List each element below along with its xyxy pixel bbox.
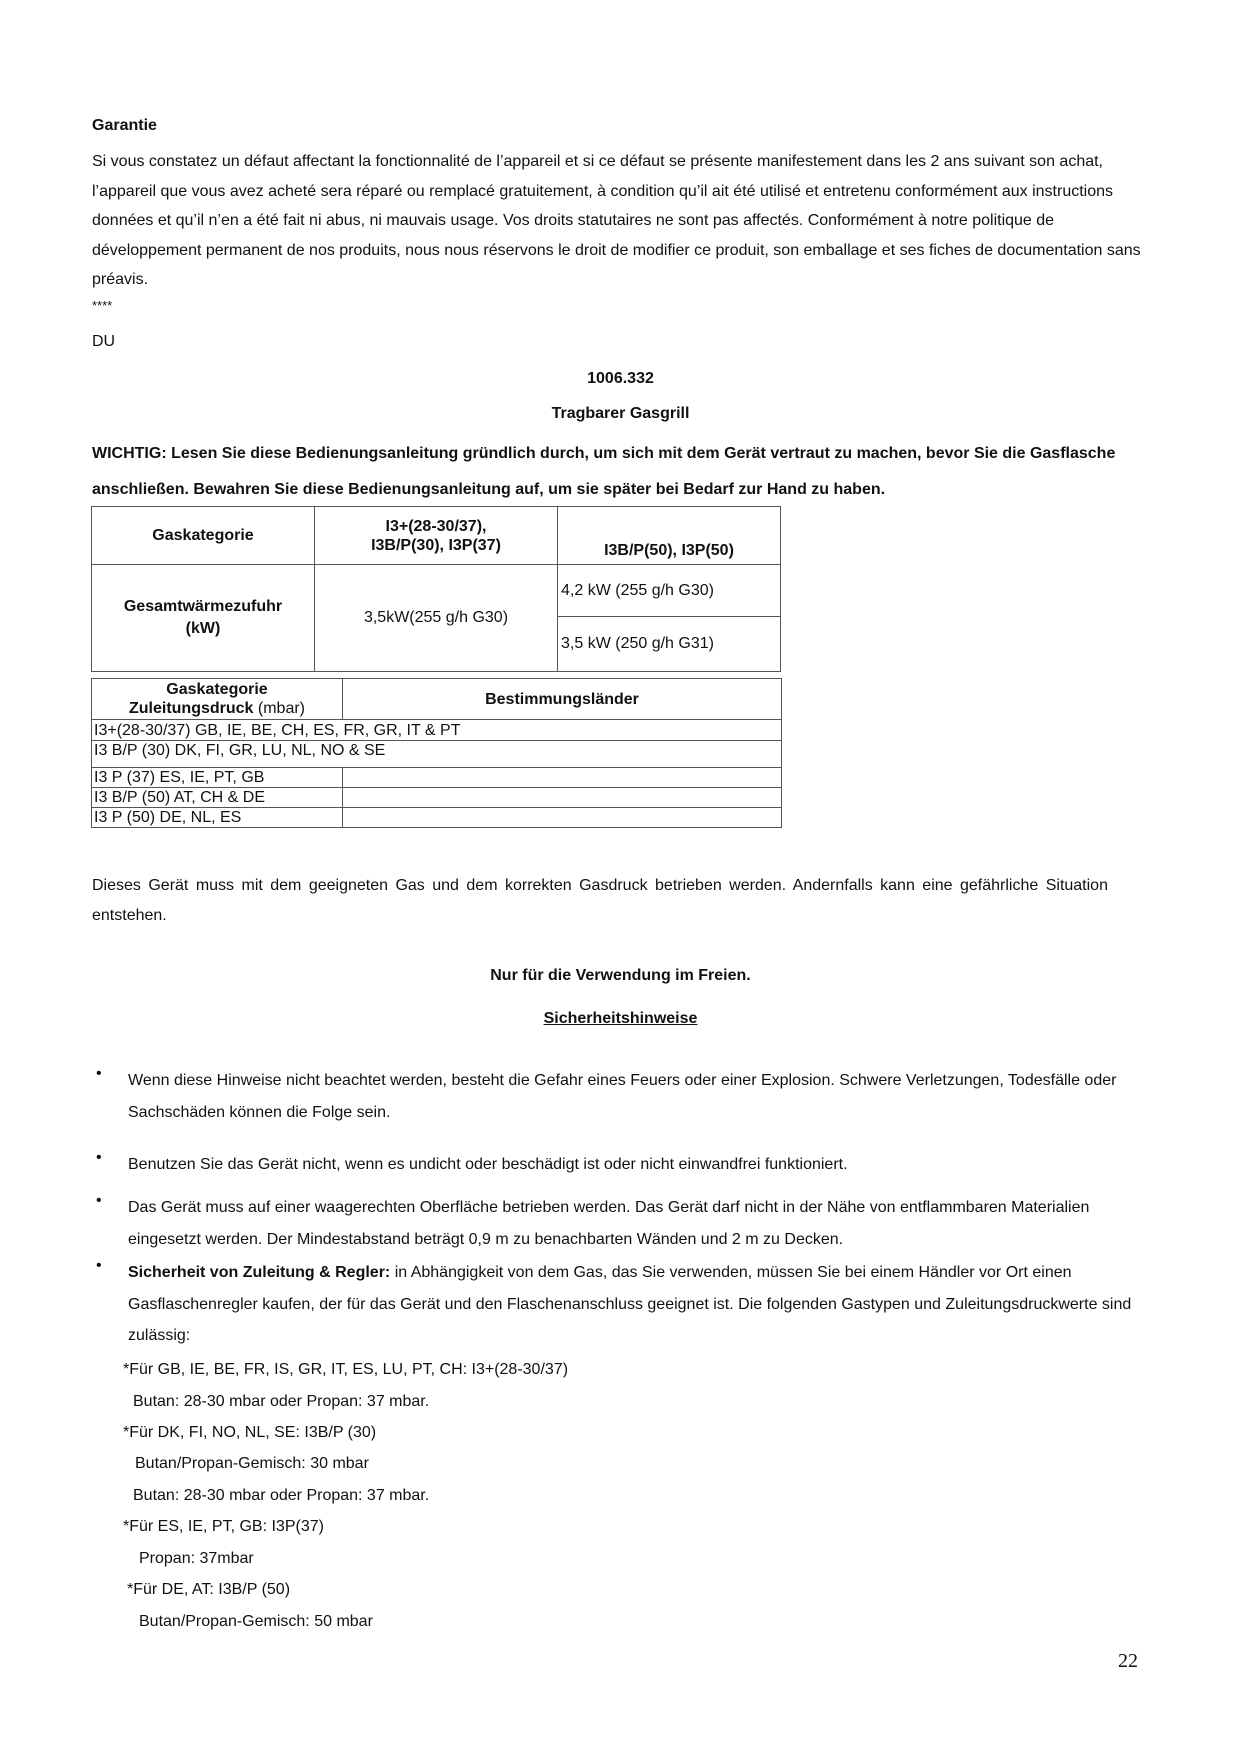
- model-number: 1006.332: [587, 370, 654, 387]
- table2-header-countries: Bestimmungsländer: [343, 679, 782, 720]
- table1-header-col1-line1: I3+(28-30/37),: [385, 517, 487, 535]
- table2-header-pressure-label: Zuleitungsdruck: [128, 700, 254, 717]
- table1-col2-value-g31: 3,5 kW (250 g/h G31): [558, 617, 781, 672]
- table2-row-5-empty: [343, 808, 782, 828]
- gas-list-item-9: Butan/Propan-Gemisch: 50 mbar: [139, 1613, 373, 1630]
- warranty-heading: Garantie: [92, 117, 157, 134]
- bullet-dot-icon: •: [96, 1065, 102, 1082]
- table2-header-category-label: Gaskategorie: [166, 681, 268, 698]
- gas-list-item-2: Butan: 28-30 mbar oder Propan: 37 mbar.: [133, 1393, 430, 1410]
- table1-row-label-line2: (kW): [185, 620, 221, 637]
- gas-list-item-8: *Für DE, AT: I3B/P (50): [127, 1581, 291, 1598]
- bullet-dot-icon: •: [96, 1149, 102, 1166]
- table2-row-4: I3 B/P (50) AT, CH & DE: [92, 788, 343, 808]
- table1-row-label-line1: Gesamtwärmezufuhr: [123, 598, 283, 615]
- bullet-dot-icon: •: [96, 1257, 102, 1274]
- safety-heading: Sicherheitshinweise: [543, 1010, 698, 1027]
- gas-list-item-7: Propan: 37mbar: [139, 1550, 254, 1567]
- safety-bullet-1-text: Wenn diese Hinweise nicht beachtet werden, besteht die Gefahr eines Feuers oder einer Explosion. Schwere Verletzungen, Todesfälle oder Sachschäden können die Folge sein.: [128, 1072, 1117, 1121]
- safety-bullet-4-bold: Sicherheit von Zuleitung & Regler:: [128, 1264, 391, 1281]
- gas-list-item-1: *Für GB, IE, BE, FR, IS, GR, IT, ES, LU, PT, CH: I3+(28-30/37): [123, 1361, 569, 1378]
- safety-bullet-4-text: [128, 1257, 1158, 1352]
- gas-list-item-6: *Für ES, IE, PT, GB: I3P(37): [123, 1518, 324, 1535]
- table1-col2-value-g30: 4,2 kW (255 g/h G30): [558, 565, 781, 617]
- table1-header-col1-line2: I3B/P(30), I3P(37): [371, 536, 501, 554]
- page-number: 22: [1118, 1650, 1138, 1672]
- table2-row-5: I3 P (50) DE, NL, ES: [92, 808, 343, 828]
- important-warning: WICHTIG: Lesen Sie diese Bedienungsanleitung gründlich durch, um sich mit dem Gerät vertraut zu machen, bevor Sie die Gasflasche anschließen. Bewahren Sie diese Bedienungsanleitung auf, um sie später bei Bedarf zur Hand zu haben.: [92, 445, 1116, 498]
- heat-input-table: [91, 506, 781, 672]
- table2-header-category: [92, 679, 343, 720]
- table2-header-pressure-unit: (mbar): [253, 700, 305, 717]
- destination-countries-table: [91, 678, 782, 828]
- language-code: DU: [92, 333, 116, 350]
- table2-row-2: I3 B/P (30) DK, FI, GR, LU, NL, NO & SE: [92, 741, 782, 768]
- bullet-dot-icon: •: [96, 1192, 102, 1209]
- table2-row-3: I3 P (37) ES, IE, PT, GB: [92, 768, 343, 788]
- safety-bullet-2-text: Benutzen Sie das Gerät nicht, wenn es undicht oder beschädigt ist oder nicht einwandfrei funktioniert.: [128, 1156, 848, 1173]
- safety-bullet-4-body: in Abhängigkeit von dem Gas, das Sie verwenden, müssen Sie bei einem Händler vor Ort einen Gasflaschenregler kaufen, der für das Gerät und den Flaschenanschluss geeignet ist. Die folgenden Gastypen und Zuleitungsdruckwerte sind zulässig:: [128, 1264, 1132, 1344]
- table2-row-1: I3+(28-30/37) GB, IE, BE, CH, ES, FR, GR, IT & PT: [92, 720, 782, 741]
- separator-stars: ****: [92, 298, 113, 313]
- table1-row-label: [92, 565, 315, 672]
- gas-list-item-4: Butan/Propan-Gemisch: 30 mbar: [135, 1455, 369, 1472]
- table1-header-col1: [315, 507, 558, 565]
- table1-header-col2: I3B/P(50), I3P(50): [558, 507, 781, 565]
- table1-col1-value: 3,5kW(255 g/h G30): [315, 565, 558, 672]
- warranty-paragraph: Si vous constatez un défaut affectant la fonctionnalité de l’appareil et si ce défaut se présente manifestement dans les 2 ans suivant son achat, l’appareil que vous avez acheté sera réparé ou remplacé gratuitement, à condition qu’il ait été utilisé et entretenu conformément aux instructions données et qu’il n’en a été fait ni abus, ni mauvais usage. Vos droits statutaires ne sont pas affectés. Conformément à notre politique de développement permanent de nos produits, nous nous réservons le droit de modifier ce produit, son emballage et ses fiches de documentation sans préavis.: [92, 153, 1141, 288]
- product-title: Tragbarer Gasgrill: [551, 405, 690, 422]
- outdoor-use-only: Nur für die Verwendung im Freien.: [490, 967, 751, 984]
- table2-row-3-empty: [343, 768, 782, 788]
- safety-bullet-3-text: Das Gerät muss auf einer waagerechten Oberfläche betrieben werden. Das Gerät darf nicht in der Nähe von entflammbaren Materialien eingesetzt werden. Der Mindestabstand beträgt 0,9 m zu benachbarten Wänden und 2 m zu Decken.: [128, 1199, 1090, 1248]
- gas-notice: Dieses Gerät muss mit dem geeigneten Gas und dem korrekten Gasdruck betrieben werden. Andernfalls kann eine gefährliche Situation entstehen.: [92, 877, 1108, 924]
- table2-row-4-empty: [343, 788, 782, 808]
- gas-list-item-3: *Für DK, FI, NO, NL, SE: I3B/P (30): [123, 1424, 377, 1441]
- gas-list-item-5: Butan: 28-30 mbar oder Propan: 37 mbar.: [133, 1487, 430, 1504]
- table1-header-category: Gaskategorie: [92, 507, 315, 565]
